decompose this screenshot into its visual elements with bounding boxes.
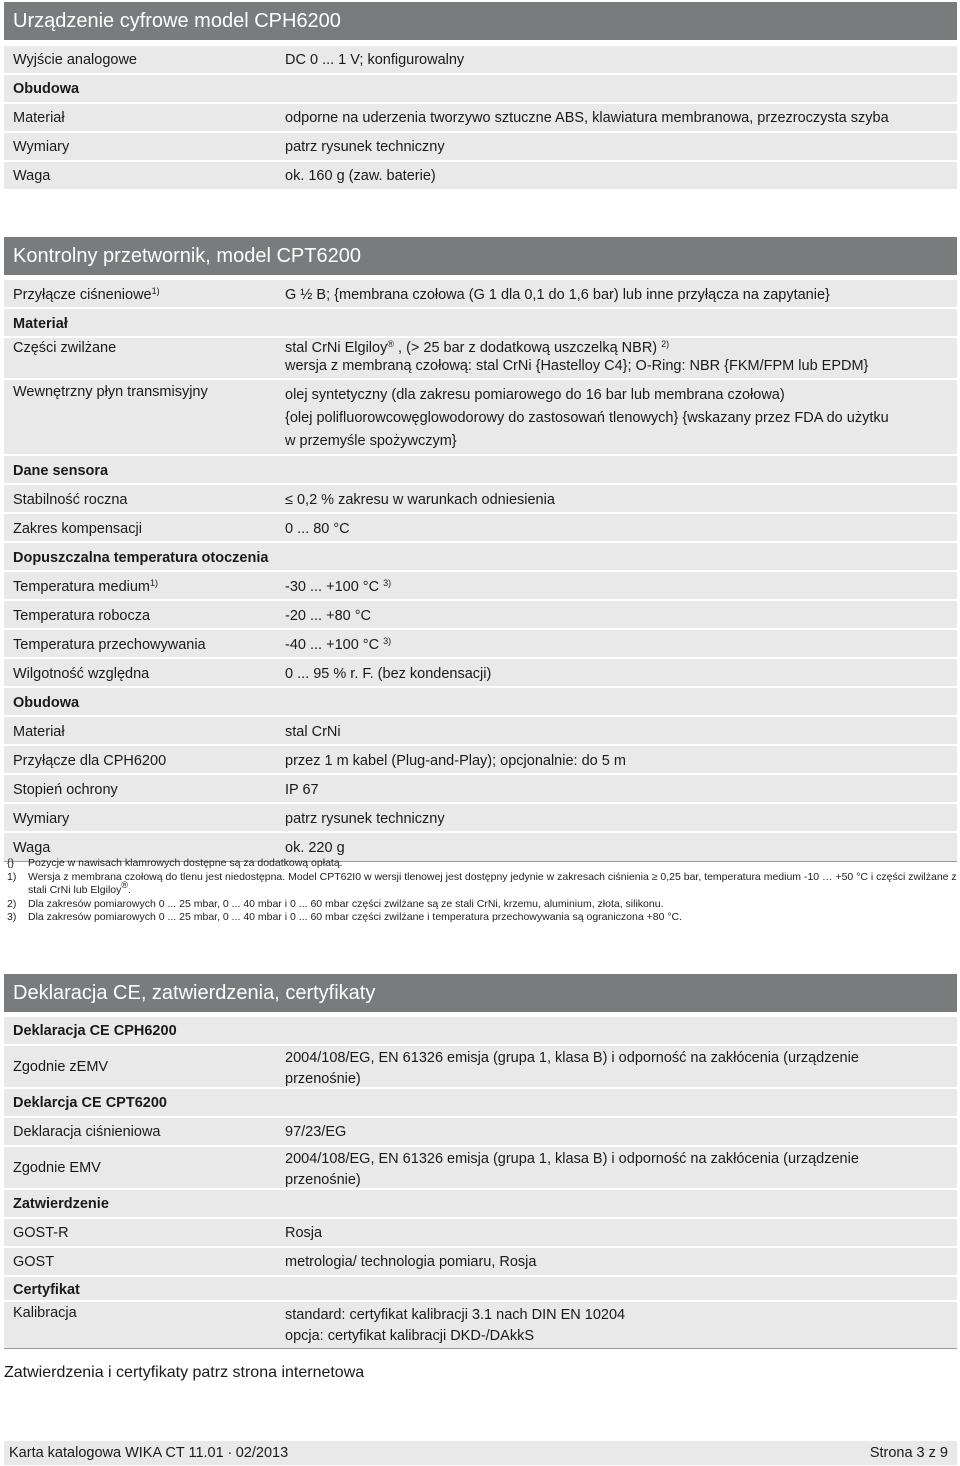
table-row <box>4 717 957 746</box>
row-value: 2004/108/EG, EN 61326 emisja (grupa 1, klasa B) i odporność na zakłócenia (urządzenie przenośnie) <box>285 1151 859 1188</box>
row-heading: Obudowa <box>13 81 80 97</box>
row-heading: Deklaracja CE CPH6200 <box>13 1023 177 1039</box>
row-value: przez 1 m kabel (Plug-and-Play); opcjonalnie: do 5 m <box>285 753 626 769</box>
row-value: ok. 220 g <box>285 840 345 856</box>
table-row <box>4 1118 957 1147</box>
table-row <box>4 1147 957 1190</box>
row-heading: Dane sensora <box>13 463 109 479</box>
table-row <box>4 688 957 717</box>
footnotes <box>4 857 957 925</box>
table-row <box>4 543 957 572</box>
row-label: Wymiary <box>13 811 70 827</box>
row-label: GOST <box>13 1254 55 1270</box>
row-label: Temperatura robocza <box>13 608 151 624</box>
row-label: Wilgotność względna <box>13 666 150 682</box>
row-heading: Dopuszczalna temperatura otoczenia <box>13 550 269 566</box>
section-title-cpt6200: Kontrolny przetwornik, model CPT6200 <box>4 237 957 275</box>
footnote-text: Pozycje w nawisach klamrowych dostępne są za dodatkową opłatą. <box>28 857 343 869</box>
table-row <box>4 309 957 338</box>
table-row <box>4 804 957 833</box>
row-value: stal CrNi <box>285 724 341 740</box>
table-row <box>4 380 957 456</box>
footnote-text: Dla zakresów pomiarowych 0 ... 25 mbar, 0 ... 40 mbar i 0 ... 60 mbar części zwilżane i temperatura przechowywania są ograniczona +80 °C. <box>28 911 683 923</box>
row-label: Deklaracja ciśnieniowa <box>13 1124 161 1140</box>
row-label: Wewnętrzny płyn transmisyjny <box>13 384 208 400</box>
row-label: Materiał <box>13 110 65 126</box>
table-row <box>4 775 957 804</box>
section-title-ce-approvals: Deklaracja CE, zatwierdzenia, certyfikaty <box>4 974 957 1012</box>
row-value: 0 ... 80 °C <box>285 521 350 537</box>
approvals-table <box>4 1017 957 1349</box>
approvals-note: Zatwierdzenia i certyfikaty patrz strona internetowa <box>4 1364 365 1381</box>
table-row <box>4 162 957 191</box>
page-number: Strona 3 z 9 <box>869 1445 948 1461</box>
footnote-text: Dla zakresów pomiarowych 0 ... 25 mbar, 0 ... 40 mbar i 0 ... 60 mbar części zwilżane są ze stali CrNi, krzemu, aluminium, złota, silikonu. <box>28 897 664 910</box>
row-label: Części zwilżane <box>13 340 117 356</box>
table-row <box>4 1190 957 1219</box>
table-row <box>4 746 957 775</box>
row-label: Zgodnie EMV <box>13 1160 101 1176</box>
row-value: -20 ... +80 °C <box>285 608 371 624</box>
table-row <box>4 46 957 75</box>
row-label: Zakres kompensacji <box>13 521 142 537</box>
page-footer <box>4 1441 957 1465</box>
row-value: olej syntetyczny (dla zakresu pomiarowego do 16 bar lub membrana czołowa) {olej polifluorowcowęglowodorowy do zastosowań tlenowych} {wskazany przez FDA do użytku w przemyśle spożywczym} <box>285 387 889 449</box>
footnote-mark: {} <box>7 857 15 869</box>
row-value: 97/23/EG <box>285 1124 347 1140</box>
row-value: patrz rysunek techniczny <box>285 139 445 155</box>
row-heading: Materiał <box>13 316 68 332</box>
table-row <box>4 630 957 659</box>
table-row <box>4 75 957 104</box>
footnote <box>4 898 957 912</box>
row-value: 2004/108/EG, EN 61326 emisja (grupa 1, klasa B) i odporność na zakłócenia (urządzenie przenośnie) <box>285 1050 859 1087</box>
row-value: stal CrNi Elgiloy® , (> 25 bar z dodatkową uszczelką NBR) $^{2)}$ wersja z membraną czołową: stal CrNi {Hastelloy C4}; O-Ring: NBR {FKM/FPM lub EPDM} <box>285 339 869 374</box>
table-row <box>4 1089 957 1118</box>
row-value: DC 0 ... 1 V; konfigurowalny <box>285 52 465 68</box>
table-row <box>4 456 957 485</box>
table-row <box>4 572 957 601</box>
row-label: Wyjście analogowe <box>13 52 137 68</box>
footnote-mark: 2) <box>7 897 17 910</box>
table-row <box>4 280 957 309</box>
table-row <box>4 601 957 630</box>
row-heading: Obudowa <box>13 695 80 711</box>
row-value: G ½ B; {membrana czołowa (G 1 dla 0,1 do 1,6 bar) lub inne przyłącza na zapytanie} <box>285 287 830 303</box>
footnote <box>4 911 957 925</box>
row-value: odporne na uderzenia tworzywo sztuczne ABS, klawiatura membranowa, przezroczysta szyba <box>285 110 889 126</box>
footnote-mark: 1) <box>7 870 17 883</box>
table-row <box>4 104 957 133</box>
row-label: Kalibracja <box>13 1305 77 1321</box>
row-value: -30 ... +100 °C $^{3)}$ <box>285 578 392 595</box>
row-label: Przyłącze ciśneniowe$^{1)}$ <box>13 286 160 303</box>
row-heading: Zatwierdzenie <box>13 1196 109 1212</box>
footnote <box>4 871 957 898</box>
table-row <box>4 1017 957 1046</box>
row-value: -40 ... +100 °C $^{3)}$ <box>285 636 392 653</box>
footnote <box>4 857 957 871</box>
row-value: IP 67 <box>285 782 319 798</box>
row-value: patrz rysunek techniczny <box>285 811 445 827</box>
row-label: GOST-R <box>13 1225 69 1241</box>
table-row <box>4 1277 957 1302</box>
row-label: Waga <box>13 840 51 856</box>
footnote-mark: 3) <box>7 911 17 923</box>
table-row <box>4 1248 957 1277</box>
table-row <box>4 659 957 688</box>
table-row <box>4 338 957 380</box>
row-label: Temperatura medium$^{1)}$ <box>13 578 159 595</box>
table-row <box>4 485 957 514</box>
row-value: standard: certyfikat kalibracji 3.1 nach DIN EN 10204 opcja: certyfikat kalibracji DKD-/DAkkS <box>285 1307 626 1344</box>
row-label: Temperatura przechowywania <box>13 637 206 653</box>
table-row <box>4 1302 957 1349</box>
cpt6200-spec-table <box>4 280 957 862</box>
row-label: Zgodnie zEMV <box>13 1059 109 1075</box>
table-row <box>4 133 957 162</box>
table-row <box>4 514 957 543</box>
table-row <box>4 1046 957 1089</box>
footnote-text: Wersja z membrana czołową do tlenu jest niedostępna. Model CPT62I0 w wersji tlenowej jest dostępny jedynie w zakresach ciśnienia ≥ 0,25 bar, temperatura medium -10 … +50 °C i części zwilżane z stali CrNi lub Elgiloy®. <box>28 870 957 896</box>
row-label: Stabilność roczna <box>13 492 128 508</box>
row-label: Waga <box>13 168 51 184</box>
row-value: ≤ 0,2 % zakresu w warunkach odniesienia <box>285 492 555 508</box>
section-title-cph6200: Urządzenie cyfrowe model CPH6200 <box>4 2 957 40</box>
table-row <box>4 1219 957 1248</box>
row-heading: Deklarcja CE CPT6200 <box>13 1095 167 1111</box>
row-label: Stopień ochrony <box>13 782 118 798</box>
row-value: 0 ... 95 % r. F. (bez kondensacji) <box>285 666 492 682</box>
row-value: ok. 160 g (zaw. baterie) <box>285 168 436 184</box>
footer-doc-ref: Karta katalogowa WIKA CT 11.01 ∙ 02/2013 <box>9 1445 289 1461</box>
cph6200-spec-table <box>4 46 957 191</box>
row-value: metrologia/ technologia pomiaru, Rosja <box>285 1254 537 1270</box>
row-value: Rosja <box>285 1225 323 1241</box>
row-label: Wymiary <box>13 139 70 155</box>
row-label: Przyłącze dla CPH6200 <box>13 753 167 769</box>
row-label: Materiał <box>13 724 65 740</box>
row-heading: Certyfikat <box>13 1282 80 1298</box>
